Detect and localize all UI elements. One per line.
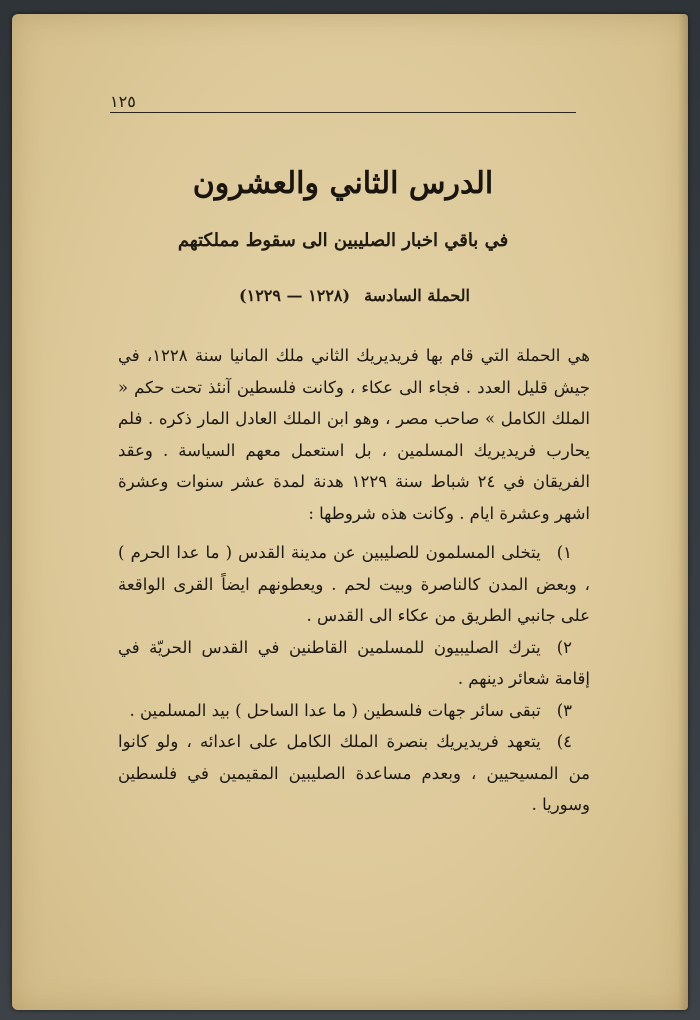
lesson-subtitle: في باقي اخبار الصليبين الى سقوط مملكتهم [177, 230, 509, 251]
campaign-label: الحملة السادسة [364, 286, 470, 305]
list-item-number: ٣) [556, 700, 572, 720]
header-rule [110, 112, 576, 113]
list-item-text: تبقى سائر جهات فلسطين ( ما عدا الساحل ) بيد المسلمين . [129, 700, 541, 720]
list-item-number: ١) [556, 543, 572, 562]
page-number: ١٢٥ [110, 92, 136, 111]
list-item-number: ٤) [556, 732, 572, 751]
list-item [118, 726, 590, 821]
list-item-text: يترك الصليبيون للمسلمين القاطنين في القدس الحريّة في إقامة شعائر دينهم . [118, 637, 590, 688]
page-edge-shadow [678, 14, 688, 1010]
body-text [118, 340, 590, 821]
list-item [118, 632, 590, 695]
campaign-heading [110, 286, 470, 305]
intro-paragraph: هي الحملة التي قام بها فريديريك الثاني ملك المانيا سنة ١٢٢٨، في جيش قليل العدد . فجاء الى عكاء ، وكانت فلسطين آنئذ تحت حكم « الملك الكامل » صاحب مصر ، وهو ابن الملك العادل المار ذكره . فلم يحارب فريديريك المسلمين ، بل استعمل معهم السياسة . وعقد الفريقان في ٢٤ شباط سنة ١٢٢٩ هدنة لمدة عشر سنوات وعشرة اشهر وعشرة ايام . وكانت هذه شروطها : [118, 346, 591, 523]
list-item [118, 695, 590, 727]
list-item [118, 537, 590, 632]
list-item-text: يتعهد فريديريك بنصرة الملك الكامل على اعدائه ، ولو كانوا من المسيحيين ، وبعدم مساعدة الصليبين المقيمين في فلسطين وسوريا . [118, 732, 590, 814]
lesson-title: الدرس الثاني والعشرون [192, 166, 494, 201]
campaign-dates: (١٢٢٨ — ١٢٢٩) [239, 286, 351, 305]
list-item-text: يتخلى المسلمون للصليبين عن مدينة القدس ( ما عدا الحرم ) ، وبعض المدن كالناصرة وبيت لحم . ويعطونهم ايضاً القرى الواقعة على جانبي الطريق من عكاء الى القدس . [118, 543, 590, 625]
list-item-number: ٢) [556, 637, 572, 657]
